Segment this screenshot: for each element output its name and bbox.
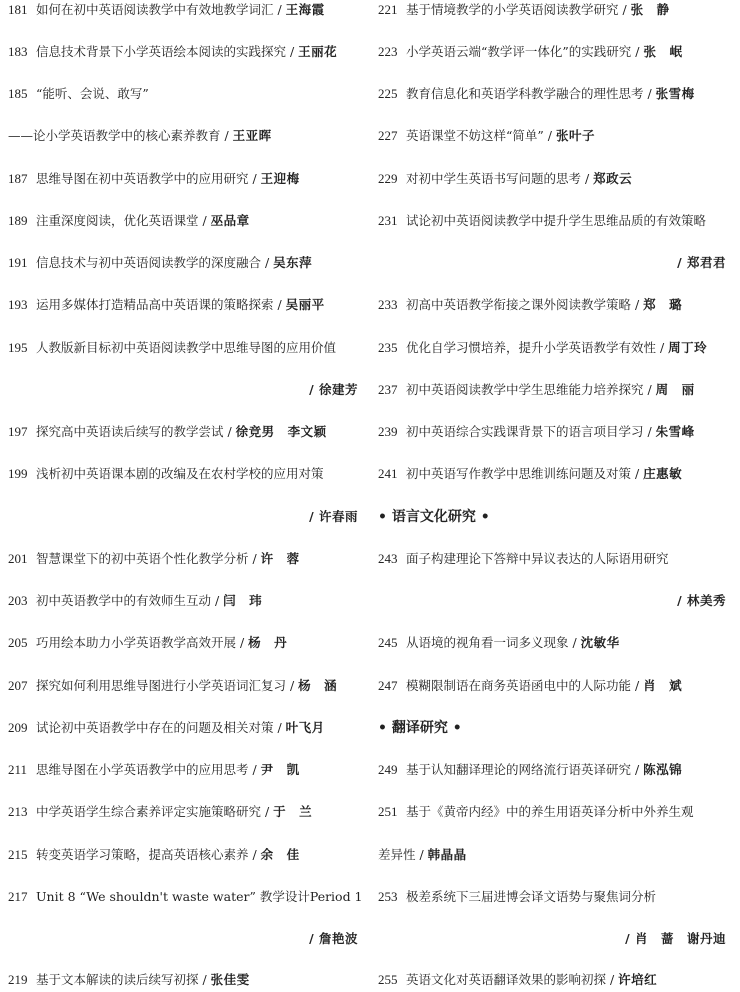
entry-author-continued: / 詹艳波 — [309, 931, 358, 946]
entry-author: 许培红 — [618, 972, 658, 987]
entry-author: 余 佳 — [260, 847, 300, 862]
toc-entry[interactable] — [0, 802, 370, 822]
page-number: 183 — [8, 44, 28, 59]
page-number: 221 — [378, 2, 398, 17]
toc-entry-subtitle[interactable] — [0, 126, 370, 146]
entry-title: 基于认知翻译理论的网络流行语英译研究 / — [406, 762, 644, 777]
section-heading-translation: • 翻译研究 • — [378, 720, 462, 736]
toc-entry[interactable] — [0, 253, 370, 273]
entry-author: 韩晶晶 — [427, 847, 467, 862]
entry-author: 肖 斌 — [643, 678, 683, 693]
entry-title: 教育信息化和英语学科教学融合的理性思考 / — [406, 86, 656, 101]
section-heading-language-culture: • 语言文化研究 • — [378, 509, 490, 525]
entry-title: 试论初中英语阅读教学中提升学生思维品质的有效策略 — [406, 213, 707, 228]
page-number: 205 — [8, 635, 28, 650]
page-number: 225 — [378, 86, 398, 101]
toc-entry[interactable] — [370, 211, 740, 231]
toc-entry[interactable] — [0, 549, 370, 569]
entry-author-continued: / 林美秀 — [677, 593, 726, 608]
page-number: 213 — [8, 804, 28, 819]
entry-title: 英语课堂不妨这样“简单” / — [406, 128, 556, 143]
entry-author: 张叶子 — [555, 128, 595, 143]
entry-author-continued: / 肖 蔷 谢丹迪 — [625, 931, 726, 946]
page-number: 193 — [8, 297, 28, 312]
entry-subtitle: ——论小学英语教学中的核心素养教育 / — [8, 128, 233, 143]
toc-entry[interactable] — [0, 970, 370, 990]
entry-author: 吴东萍 — [273, 255, 313, 270]
entry-author: 张 静 — [630, 2, 670, 17]
entry-author: 张雪梅 — [655, 86, 695, 101]
toc-entry[interactable] — [0, 42, 370, 62]
entry-title: 探究高中英语读后续写的教学尝试 / — [36, 424, 236, 439]
toc-entry[interactable] — [0, 0, 370, 20]
toc-entry[interactable] — [370, 126, 740, 146]
toc-entry[interactable] — [370, 380, 740, 400]
entry-author: 巫品章 — [210, 213, 250, 228]
entry-title: 初高中英语教学衔接之课外阅读教学策略 / — [406, 297, 644, 312]
page-number: 199 — [8, 466, 28, 481]
entry-author: 叶飞月 — [285, 720, 325, 735]
toc-entry[interactable] — [0, 676, 370, 696]
entry-author: 张佳雯 — [210, 972, 250, 987]
entry-author-continued: / 郑君君 — [677, 255, 726, 270]
toc-entry[interactable] — [0, 169, 370, 189]
entry-title: 转变英语学习策略，提高英语核心素养 / — [36, 847, 261, 862]
page-number: 247 — [378, 678, 398, 693]
toc-entry[interactable] — [370, 887, 740, 907]
entry-title: “能听、会说、敢写” — [36, 86, 149, 101]
toc-entry[interactable] — [0, 84, 370, 104]
entry-title: 极差系统下三届进博会译文语势与聚焦词分析 — [406, 889, 657, 904]
toc-entry[interactable] — [370, 84, 740, 104]
page-number: 231 — [378, 213, 398, 228]
right-column — [370, 0, 740, 992]
entry-title: 试论初中英语教学中存在的问题及相关对策 / — [36, 720, 286, 735]
toc-entry[interactable] — [0, 718, 370, 738]
entry-author: 张 岷 — [643, 44, 683, 59]
page-number: 195 — [8, 340, 28, 355]
entry-title: 初中英语教学中的有效师生互动 / — [36, 593, 224, 608]
toc-entry[interactable] — [370, 0, 740, 20]
entry-title: 人教版新目标初中英语阅读教学中思维导图的应用价值 — [36, 340, 337, 355]
page-number: 235 — [378, 340, 398, 355]
toc-entry[interactable] — [0, 591, 370, 611]
page-number: 181 — [8, 2, 28, 17]
entry-author-continued: / 徐建芳 — [309, 382, 358, 397]
entry-title: 浅析初中英语课本剧的改编及在农村学校的应用对策 — [36, 466, 324, 481]
entry-title: 从语境的视角看一词多义现象 / — [406, 635, 581, 650]
toc-entry[interactable] — [0, 295, 370, 315]
page-number: 219 — [8, 972, 28, 987]
entry-author: 周丁玲 — [668, 340, 708, 355]
page-number: 201 — [8, 551, 28, 566]
entry-author: 于 兰 — [273, 804, 313, 819]
page-number: 209 — [8, 720, 28, 735]
entry-author: 朱雪峰 — [655, 424, 695, 439]
page-number: 223 — [378, 44, 398, 59]
toc-entry[interactable] — [370, 549, 740, 569]
entry-title: 注重深度阅读，优化英语课堂 / — [36, 213, 211, 228]
toc-entry[interactable] — [0, 338, 370, 358]
entry-title: 小学英语云端“教学评一体化”的实践研究 / — [406, 44, 644, 59]
entry-author-continued: / 许春雨 — [309, 509, 358, 524]
entry-title: 信息技术背景下小学英语绘本阅读的实践探究 / — [36, 44, 299, 59]
page-number: 245 — [378, 635, 398, 650]
entry-author: 郑政云 — [593, 171, 633, 186]
entry-author: 杨 丹 — [248, 635, 288, 650]
toc-entry-continued[interactable] — [370, 845, 740, 865]
page-number: 191 — [8, 255, 28, 270]
entry-author: 闫 玮 — [223, 593, 263, 608]
page-number: 215 — [8, 847, 28, 862]
entry-author: 吴丽平 — [285, 297, 325, 312]
entry-author: 王亚晖 — [232, 128, 272, 143]
page-number: 253 — [378, 889, 398, 904]
toc-entry[interactable] — [370, 169, 740, 189]
toc-entry[interactable] — [370, 802, 740, 822]
page-number: 241 — [378, 466, 398, 481]
page-number: 229 — [378, 171, 398, 186]
toc-entry[interactable] — [370, 676, 740, 696]
entry-title: 信息技术与初中英语阅读教学的深度融合 / — [36, 255, 274, 270]
entry-author: 郑 璐 — [643, 297, 683, 312]
entry-title-continued: 差异性 / — [378, 847, 428, 862]
toc-entry[interactable] — [0, 760, 370, 780]
page-number: 255 — [378, 972, 398, 987]
toc-entry[interactable] — [370, 633, 740, 653]
entry-title: 中学英语学生综合素养评定实施策略研究 / — [36, 804, 274, 819]
entry-author: 庄惠敏 — [643, 466, 683, 481]
entry-author: 周 丽 — [655, 382, 695, 397]
page-number: 203 — [8, 593, 28, 608]
entry-title: 探究如何利用思维导图进行小学英语词汇复习 / — [36, 678, 299, 693]
entry-title: 面子构建理论下答辩中异议表达的人际语用研究 — [406, 551, 669, 566]
toc-entry[interactable] — [370, 422, 740, 442]
entry-title: 如何在初中英语阅读教学中有效地教学词汇 / — [36, 2, 286, 17]
entry-author: 王海霞 — [285, 2, 325, 17]
entry-title: 基于文本解读的读后续写初探 / — [36, 972, 211, 987]
entry-title: 对初中学生英语书写问题的思考 / — [406, 171, 594, 186]
entry-title: 运用多媒体打造精品高中英语课的策略探索 / — [36, 297, 286, 312]
page-number: 249 — [378, 762, 398, 777]
toc-entry[interactable] — [0, 887, 370, 907]
toc-entry[interactable] — [370, 760, 740, 780]
toc-entry[interactable] — [370, 42, 740, 62]
page-number: 189 — [8, 213, 28, 228]
entry-title: 基于《黄帝内经》中的养生用语英译分析中外养生观 — [406, 804, 694, 819]
entry-title: 智慧课堂下的初中英语个性化教学分析 / — [36, 551, 261, 566]
toc-entry[interactable] — [370, 464, 740, 484]
page-number: 207 — [8, 678, 28, 693]
entry-title: 思维导图在初中英语教学中的应用研究 / — [36, 171, 261, 186]
entry-title: 思维导图在小学英语教学中的应用思考 / — [36, 762, 261, 777]
entry-author: 陈泓锦 — [643, 762, 683, 777]
entry-title: 巧用绘本助力小学英语教学高效开展 / — [36, 635, 249, 650]
entry-author: 徐竞男 李文颖 — [235, 424, 327, 439]
entry-author: 沈敏华 — [580, 635, 620, 650]
entry-author: 许 蓉 — [260, 551, 300, 566]
toc-entry[interactable] — [370, 338, 740, 358]
toc-entry[interactable] — [0, 211, 370, 231]
entry-author: 尹 凯 — [260, 762, 300, 777]
entry-title: 初中英语阅读教学中学生思维能力培养探究 / — [406, 382, 656, 397]
toc-entry[interactable] — [0, 422, 370, 442]
toc-entry[interactable] — [370, 970, 740, 990]
entry-author: 王丽花 — [298, 44, 338, 59]
entry-title: 优化自学习惯培养，提升小学英语教学有效性 / — [406, 340, 669, 355]
page-number: 185 — [8, 86, 28, 101]
page-number: 233 — [378, 297, 398, 312]
entry-author: 杨 涵 — [298, 678, 338, 693]
page-number: 217 — [8, 889, 28, 904]
toc-entry[interactable] — [370, 295, 740, 315]
page-number: 211 — [8, 762, 28, 777]
page-number: 237 — [378, 382, 398, 397]
entry-title: 基于情境教学的小学英语阅读教学研究 / — [406, 2, 631, 17]
entry-title: 模糊限制语在商务英语函电中的人际功能 / — [406, 678, 644, 693]
page-number: 197 — [8, 424, 28, 439]
entry-author: 王迎梅 — [260, 171, 300, 186]
page-number: 243 — [378, 551, 398, 566]
page-number: 187 — [8, 171, 28, 186]
entry-title: 初中英语综合实践课背景下的语言项目学习 / — [406, 424, 656, 439]
toc-entry[interactable] — [0, 633, 370, 653]
toc-entry[interactable] — [0, 845, 370, 865]
entry-title: 英语文化对英语翻译效果的影响初探 / — [406, 972, 619, 987]
entry-title: 初中英语写作教学中思维训练问题及对策 / — [406, 466, 644, 481]
page-number: 227 — [378, 128, 398, 143]
toc-entry[interactable] — [0, 464, 370, 484]
page-number: 251 — [378, 804, 398, 819]
page-number: 239 — [378, 424, 398, 439]
entry-title: Unit 8 “We shouldn't waste water” 教学设计Period 1 — [36, 889, 363, 904]
